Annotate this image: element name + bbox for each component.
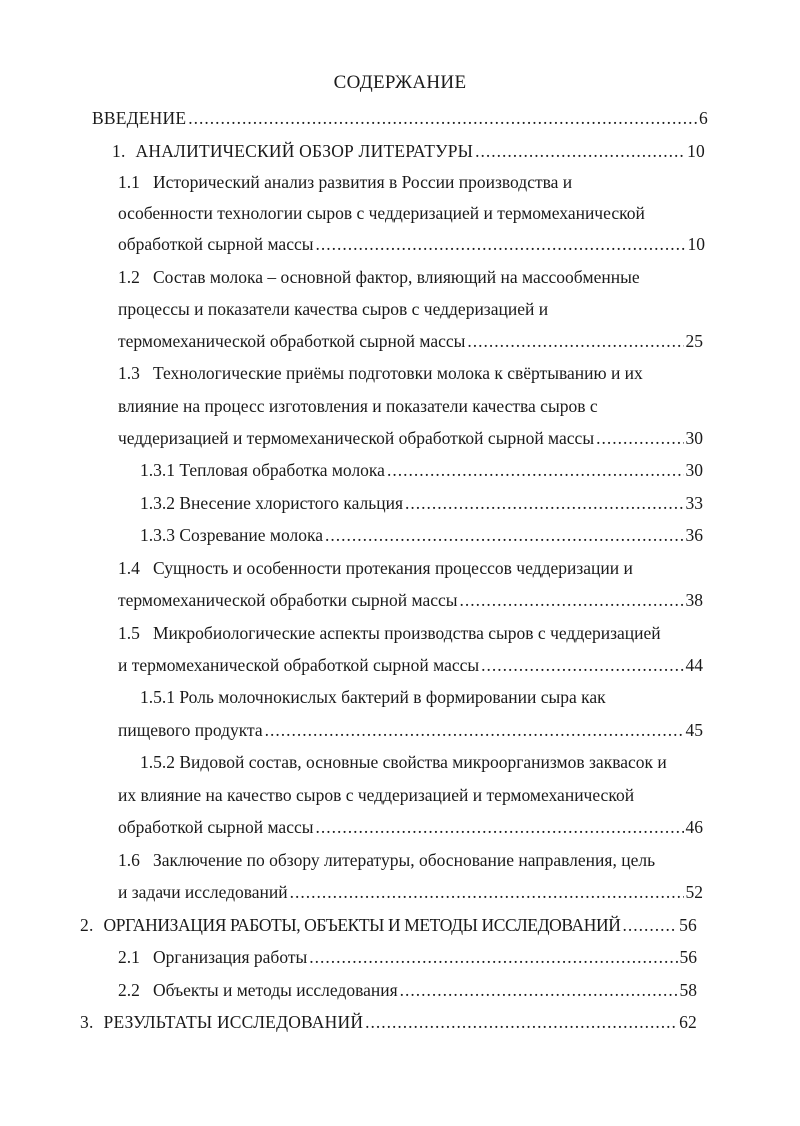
toc-page-number: 30 bbox=[685, 428, 703, 448]
toc-entry-2-2[interactable] bbox=[118, 978, 697, 1002]
toc-entry-1-1-line2: особенности технологии сыров с чеддеризацией и термомеханической bbox=[118, 203, 645, 223]
toc-entry-1-6-line1[interactable]: 1.6 Заключение по обзору литературы, обоснование направления, цель bbox=[118, 850, 656, 870]
leader-dots bbox=[475, 139, 685, 163]
toc-entry-1-2-line1[interactable]: 1.2 Состав молока – основной фактор, влияющий на массообменные bbox=[118, 267, 640, 287]
leader-dots bbox=[265, 718, 684, 742]
toc-entry-text: и термомеханической обработкой сырной массы bbox=[118, 655, 480, 675]
toc-entry-1-2-line2: процессы и показатели качества сыров с чеддеризацией и bbox=[118, 299, 549, 319]
toc-entry-1-1-last[interactable] bbox=[118, 232, 705, 256]
leader-dots bbox=[290, 880, 684, 904]
toc-entry-text: пищевого продукта bbox=[118, 720, 263, 740]
leader-dots bbox=[188, 106, 697, 130]
toc-entry-1-3-line1[interactable]: 1.3 Технологические приёмы подготовки молока к свёртыванию и их bbox=[118, 363, 643, 383]
toc-page-number: 30 bbox=[685, 460, 703, 480]
toc-entry-1-5-2-line1[interactable]: 1.5.2 Видовой состав, основные свойства микроорганизмов заквасок и bbox=[140, 752, 667, 772]
toc-entry-number: 3. bbox=[80, 1012, 94, 1032]
toc-entry-intro[interactable] bbox=[92, 106, 708, 130]
leader-dots bbox=[325, 523, 684, 547]
toc-entry-1-2-last[interactable] bbox=[118, 329, 703, 353]
toc-entry-1-5-1-last[interactable] bbox=[118, 718, 703, 742]
toc-entry-text: обработкой сырной массы bbox=[118, 817, 314, 837]
leader-dots bbox=[596, 426, 683, 450]
leader-dots bbox=[365, 1010, 677, 1034]
toc-page-number: 45 bbox=[685, 720, 703, 740]
toc-entry-number: 2. bbox=[80, 915, 94, 935]
toc-page-number: 25 bbox=[685, 331, 703, 351]
leader-dots bbox=[467, 329, 683, 353]
toc-entry-1-3-1[interactable] bbox=[140, 458, 703, 482]
toc-entry-1-5-2-line2: их влияние на качество сыров с чеддеризацией и термомеханической bbox=[118, 785, 635, 805]
leader-dots bbox=[400, 978, 678, 1002]
toc-entry-text: обработкой сырной массы bbox=[118, 234, 314, 254]
toc-page-number: 44 bbox=[685, 655, 703, 675]
toc-entry-text: 2.2 Объекты и методы исследования bbox=[118, 980, 398, 1000]
toc-entry-text: и задачи исследований bbox=[118, 882, 288, 902]
toc-entry-1-5-last[interactable] bbox=[118, 653, 703, 677]
toc-entry-1-3-2[interactable] bbox=[140, 491, 703, 515]
toc-entry-text: 1.3.2 Внесение хлористого кальция bbox=[140, 493, 404, 513]
leader-dots bbox=[405, 491, 683, 515]
toc-entry-text: термомеханической обработкой сырной массы bbox=[118, 331, 466, 351]
toc-entry-1-5-line1[interactable]: 1.5 Микробиологические аспекты производства сыров с чеддеризацией bbox=[118, 623, 661, 643]
toc-entry-section-3[interactable] bbox=[80, 1010, 697, 1034]
toc-entry-1-4-last[interactable] bbox=[118, 588, 703, 612]
toc-entry-text: ВВЕДЕНИЕ bbox=[92, 108, 187, 128]
leader-dots bbox=[481, 653, 683, 677]
toc-entry-1-5-2-last[interactable] bbox=[118, 815, 703, 839]
toc-page-number: 52 bbox=[685, 882, 703, 902]
leader-dots bbox=[309, 945, 677, 969]
toc-entry-text: 1.3.3 Созревание молока bbox=[140, 525, 323, 545]
toc-page-number: 56 bbox=[679, 947, 697, 967]
toc-page-number: 33 bbox=[685, 493, 703, 513]
toc-entry-section-1[interactable] bbox=[112, 139, 705, 163]
toc-entry-1-1-line1[interactable]: 1.1 Исторический анализ развития в России производства и bbox=[118, 172, 573, 192]
toc-entry-text: 1.3.1 Тепловая обработка молока bbox=[140, 460, 385, 480]
toc-page-number: 6 bbox=[699, 108, 708, 128]
toc-entry-text: 2.1 Организация работы bbox=[118, 947, 308, 967]
toc-entry-1-3-last[interactable] bbox=[118, 426, 703, 450]
toc-entry-1-5-1-line1[interactable]: 1.5.1 Роль молочнокислых бактерий в формировании сыра как bbox=[140, 687, 606, 707]
toc-entry-text: чеддеризацией и термомеханической обработкой сырной массы bbox=[118, 428, 595, 448]
leader-dots bbox=[622, 913, 677, 937]
toc-entry-text: РЕЗУЛЬТАТЫ ИССЛЕДОВАНИЙ bbox=[103, 1012, 364, 1032]
toc-entry-text: термомеханической обработки сырной массы bbox=[118, 590, 458, 610]
leader-dots bbox=[387, 458, 684, 482]
toc-page-number: 38 bbox=[685, 590, 703, 610]
toc-entry-1-6-last[interactable] bbox=[118, 880, 703, 904]
toc-page-number: 58 bbox=[679, 980, 697, 1000]
leader-dots bbox=[460, 588, 684, 612]
toc-entry-number: 1. bbox=[112, 141, 126, 161]
toc-page-number: 36 bbox=[685, 525, 703, 545]
toc-entry-section-2[interactable] bbox=[80, 913, 697, 937]
leader-dots bbox=[316, 815, 684, 839]
toc-page-number: 10 bbox=[687, 141, 705, 161]
toc-entry-text: АНАЛИТИЧЕСКИЙ ОБЗОР ЛИТЕРАТУРЫ bbox=[135, 141, 474, 161]
toc-entry-1-4-line1[interactable]: 1.4 Сущность и особенности протекания процессов чеддеризации и bbox=[118, 558, 633, 578]
toc-page-number: 62 bbox=[679, 1012, 697, 1032]
toc-page-number: 56 bbox=[679, 915, 697, 935]
toc-entry-1-3-3[interactable] bbox=[140, 523, 703, 547]
leader-dots bbox=[316, 232, 686, 256]
toc-page-number: 10 bbox=[687, 234, 705, 254]
toc-entry-2-1[interactable] bbox=[118, 945, 697, 969]
toc-page-number: 46 bbox=[685, 817, 703, 837]
toc-title: СОДЕРЖАНИЕ bbox=[333, 72, 467, 93]
toc-entry-1-3-line2: влияние на процесс изготовления и показатели качества сыров с bbox=[118, 396, 598, 416]
toc-entry-text: ОРГАНИЗАЦИЯ РАБОТЫ, ОБЪЕКТЫ И МЕТОДЫ ИССЛЕДОВАНИЙ bbox=[103, 915, 621, 935]
